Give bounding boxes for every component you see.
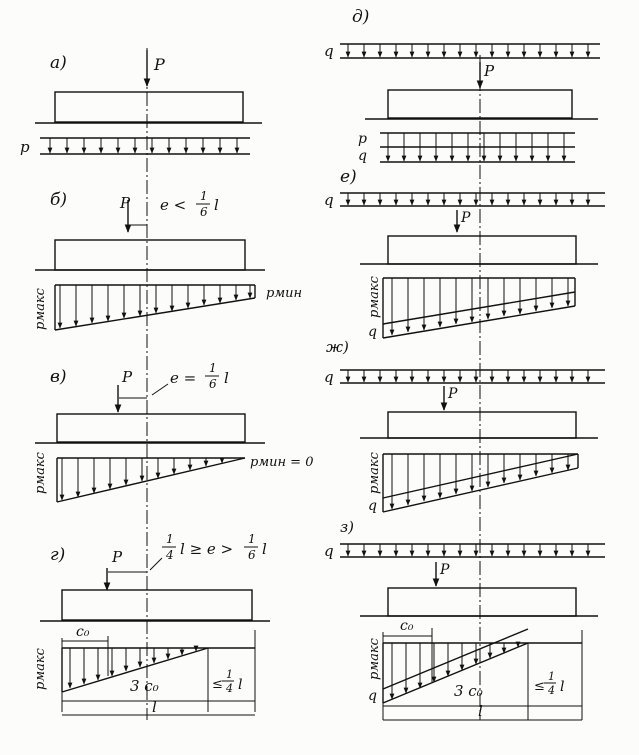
length-label: l	[224, 369, 229, 387]
pressure-label: p	[20, 138, 30, 156]
q-label: q	[368, 498, 377, 514]
pmax-label: pмакс	[367, 276, 382, 318]
panel-v-tag: в)	[50, 367, 67, 387]
c0-label: c₀	[400, 618, 414, 634]
quarter-denominator: 4	[226, 682, 233, 695]
q-label: q	[324, 542, 334, 560]
panel-z-tag: з)	[340, 518, 355, 536]
fraction2-numerator: 1	[248, 532, 256, 546]
distributed-load-arrows	[348, 370, 588, 382]
fraction-numerator: 1	[209, 361, 217, 375]
pressure-sloped-line	[55, 298, 255, 330]
foundation-block	[388, 412, 576, 438]
panel-z	[324, 518, 605, 720]
panel-e-tag: е)	[340, 167, 357, 187]
quarter-l: l	[238, 677, 243, 693]
panel-b	[33, 189, 302, 330]
pmax-label: pмакс	[33, 648, 48, 690]
quarter-numerator: 1	[226, 668, 233, 681]
c0-label: c₀	[76, 624, 90, 640]
distributed-load-arrows	[348, 544, 588, 556]
panel-d-tag: д)	[352, 7, 370, 27]
width-label: l	[152, 698, 157, 716]
eccentricity-range: l ≥ e >	[180, 540, 234, 558]
panel-a	[20, 50, 262, 156]
force-label: P	[448, 386, 458, 402]
force-label: P	[112, 548, 123, 566]
panel-g	[33, 532, 270, 716]
quarter-denominator: 4	[548, 684, 555, 697]
foundation-block	[62, 590, 252, 620]
panel-zh	[324, 338, 605, 514]
distributed-load-arrows	[348, 44, 588, 57]
pmax-label: pмакс	[33, 288, 48, 330]
q-label: q	[324, 368, 334, 386]
force-label: P	[461, 210, 471, 226]
quarter-numerator: 1	[548, 670, 555, 683]
fraction-numerator: 1	[200, 189, 208, 203]
panel-v	[33, 361, 313, 502]
panel-zh-tag: ж)	[326, 338, 349, 356]
force-label: P	[154, 55, 165, 74]
length-label: l	[214, 196, 219, 214]
pressure-sloped-line	[383, 306, 575, 338]
q-label: q	[324, 42, 334, 60]
le-symbol: ≤	[534, 679, 545, 694]
p-label: p	[358, 131, 367, 147]
fraction2-denominator: 6	[248, 548, 256, 562]
force-label: P	[122, 368, 133, 386]
eccentricity-label: e <	[160, 196, 187, 214]
pressure-arrows	[60, 285, 250, 328]
force-label: P	[120, 194, 131, 212]
foundation-block	[57, 414, 245, 442]
q-label: q	[324, 191, 334, 209]
length-label: l	[262, 540, 267, 558]
foundation-block	[55, 92, 243, 122]
pressure-arrows	[62, 458, 222, 500]
pmin-label: pмин	[266, 286, 303, 301]
foundation-block	[388, 588, 576, 616]
pressure-arrows	[50, 138, 237, 153]
force-label: P	[484, 62, 495, 80]
distributed-load-arrows	[348, 193, 588, 205]
fraction-denominator: 6	[200, 205, 208, 219]
three-c0-label: 3 c₀	[130, 677, 159, 695]
pressure-sloped-line	[57, 458, 245, 502]
fraction1-denominator: 4	[166, 548, 174, 562]
eccentricity-label: e =	[170, 369, 197, 387]
three-c0-label: 3 c₀	[454, 682, 483, 700]
pmax-label: pмакс	[367, 452, 382, 494]
panel-d	[324, 7, 600, 164]
foundation-block	[388, 236, 576, 264]
quarter-l: l	[560, 679, 565, 695]
foundation-block	[55, 240, 245, 270]
q-label: q	[358, 148, 367, 164]
pmin-label: pмин = 0	[250, 455, 314, 470]
panel-g-tag: г)	[50, 545, 66, 565]
fraction-denominator: 6	[209, 377, 217, 391]
width-label: l	[478, 702, 483, 720]
le-symbol: ≤	[212, 677, 223, 692]
pmax-label: pмакс	[367, 638, 382, 680]
q-label: q	[368, 688, 377, 704]
pmax-label: pмакс	[33, 452, 48, 494]
panel-e	[324, 167, 605, 340]
force-label: P	[440, 562, 450, 578]
fraction1-numerator: 1	[166, 532, 174, 546]
q-label: q	[368, 324, 377, 340]
panel-a-tag: а)	[50, 53, 67, 73]
panel-b-tag: б)	[50, 190, 68, 210]
